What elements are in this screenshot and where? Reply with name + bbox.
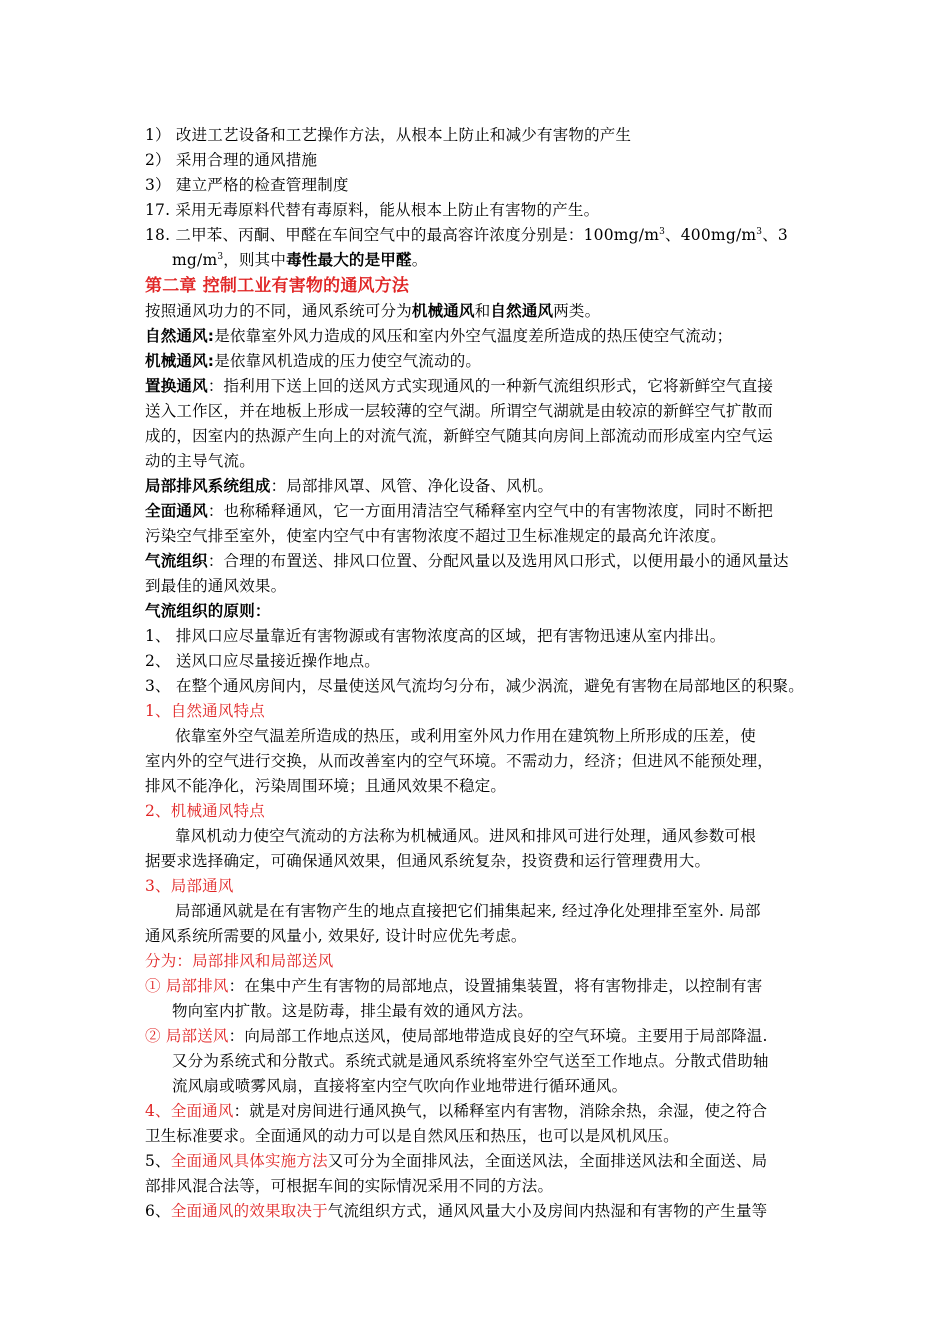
section-line: 4、全面通风：就是对房间进行通风换气，以稀释室内有害物，消除余热，余湿，使之符合: [145, 1102, 768, 1120]
paragraph-line: 通风系统所需要的风量小, 效果好, 设计时应优先考虑。: [145, 927, 527, 945]
list-item: 17. 采用无毒原料代替有毒原料，能从根本上防止有害物的产生。: [145, 201, 600, 219]
paragraph-line: 靠风机动力使空气流动的方法称为机械通风。进风和排风可进行处理，通风参数可根: [175, 827, 756, 845]
paragraph-line: 污染空气排至室外，使室内空气中有害物浓度不超过卫生标准规定的最高允许浓度。: [145, 527, 726, 545]
list-item: 18. 二甲苯、丙酮、甲醛在车间空气中的最高容许浓度分别是：$100mg/m^3$、$400mg/m^3$、3: [145, 226, 788, 244]
definition-line: 气流组织：合理的布置送、排风口位置、分配风量以及选用风口形式，以便用最小的通风量达: [145, 552, 789, 570]
section-line: 6、全面通风的效果取决于气流组织方式，通风风量大小及房间内热湿和有害物的产生量等: [145, 1202, 768, 1220]
definition-line: 全面通风：也称稀释通风，它一方面用清洁空气稀释室内空气中的有害物浓度，同时不断把: [145, 502, 774, 520]
paragraph-line: $mg/m^3$，则其中毒性最大的是甲醛。: [172, 251, 428, 269]
list-item: 3） 建立严格的检查管理制度: [145, 176, 349, 194]
chapter-title: 第二章 控制工业有害物的通风方法: [145, 276, 410, 296]
paragraph-line: 部排风混合法等，可根据车间的实际情况采用不同的方法。: [145, 1177, 554, 1195]
definition-line: 自然通风:是依靠室外风力造成的风压和室内外空气温度差所造成的热压使空气流动；: [145, 327, 733, 345]
paragraph-line: 卫生标准要求。全面通风的动力可以是自然风压和热压，也可以是风机风压。: [145, 1127, 679, 1145]
paragraph-line: 动的主导气流。: [145, 452, 255, 470]
paragraph-line: 局部通风就是在有害物产生的地点直接把它们捕集起来, 经过净化处理排至室外. 局部: [175, 902, 761, 920]
paragraph-line: 依靠室外空气温差所造成的热压，或利用室外风力作用在建筑物上所形成的压差，使: [175, 727, 756, 745]
section-heading: 气流组织的原则：: [145, 602, 271, 620]
paragraph-line: 流风扇或喷雾风扇，直接将室内空气吹向作业地带进行循环通风。: [172, 1077, 628, 1095]
definition-line: 机械通风:是依靠风机造成的压力使空气流动的。: [145, 352, 482, 370]
list-item: ① 局部排风：在集中产生有害物的局部地点，设置捕集装置，将有害物排走，以控制有害: [145, 977, 763, 995]
paragraph-line: 到最佳的通风效果。: [145, 577, 287, 595]
list-item: ② 局部送风：向局部工作地点送风，使局部地带造成良好的空气环境。主要用于局部降温.: [145, 1027, 768, 1045]
paragraph-line: 按照通风功力的不同，通风系统可分为机械通风和自然通风两类。: [145, 302, 601, 320]
paragraph-line: 排风不能净化，污染周围环境；且通风效果不稳定。: [145, 777, 507, 795]
document-body: [145, 123, 817, 1224]
paragraph-line: 据要求选择确定，可确保通风效果，但通风系统复杂，投资费和运行管理费用大。: [145, 852, 711, 870]
section-heading: 3、局部通风: [145, 877, 234, 895]
section-heading: 分为：局部排风和局部送风: [145, 952, 334, 970]
paragraph-line: 送入工作区，并在地板上形成一层较薄的空气湖。所谓空气湖就是由较凉的新鲜空气扩散而: [145, 402, 774, 420]
list-item: 2） 采用合理的通风措施: [145, 151, 318, 169]
list-item: 1） 改进工艺设备和工艺操作方法，从根本上防止和减少有害物的产生: [145, 126, 632, 144]
paragraph-line: 成的，因室内的热源产生向上的对流气流，新鲜空气随其向房间上部流动而形成室内空气运: [145, 427, 774, 445]
list-item: 3、 在整个通风房间内，尽量使送风气流均匀分布，减少涡流，避免有害物在局部地区的积聚。: [145, 677, 804, 695]
paragraph-line: 又分为系统式和分散式。系统式就是通风系统将室外空气送至工作地点。分散式借助轴: [172, 1052, 769, 1070]
definition-line: 置换通风：指利用下送上回的送风方式实现通风的一种新气流组织形式，它将新鲜空气直接: [145, 377, 774, 395]
list-item: 2、 送风口应尽量接近操作地点。: [145, 652, 380, 670]
section-heading: 1、自然通风特点: [145, 702, 265, 720]
paragraph-line: 室内外的空气进行交换，从而改善室内的空气环境。不需动力，经济；但进风不能预处理，: [145, 752, 774, 770]
paragraph-line: 物向室内扩散。这是防毒，排尘最有效的通风方法。: [172, 1002, 534, 1020]
list-item: 1、 排风口应尽量靠近有害物源或有害物浓度高的区域，把有害物迅速从室内排出。: [145, 627, 726, 645]
definition-line: 局部排风系统组成：局部排风罩、风管、净化设备、风机。: [145, 477, 554, 495]
section-line: 5、全面通风具体实施方法又可分为全面排风法，全面送风法，全面排送风法和全面送、局: [145, 1152, 768, 1170]
section-heading: 2、机械通风特点: [145, 802, 265, 820]
